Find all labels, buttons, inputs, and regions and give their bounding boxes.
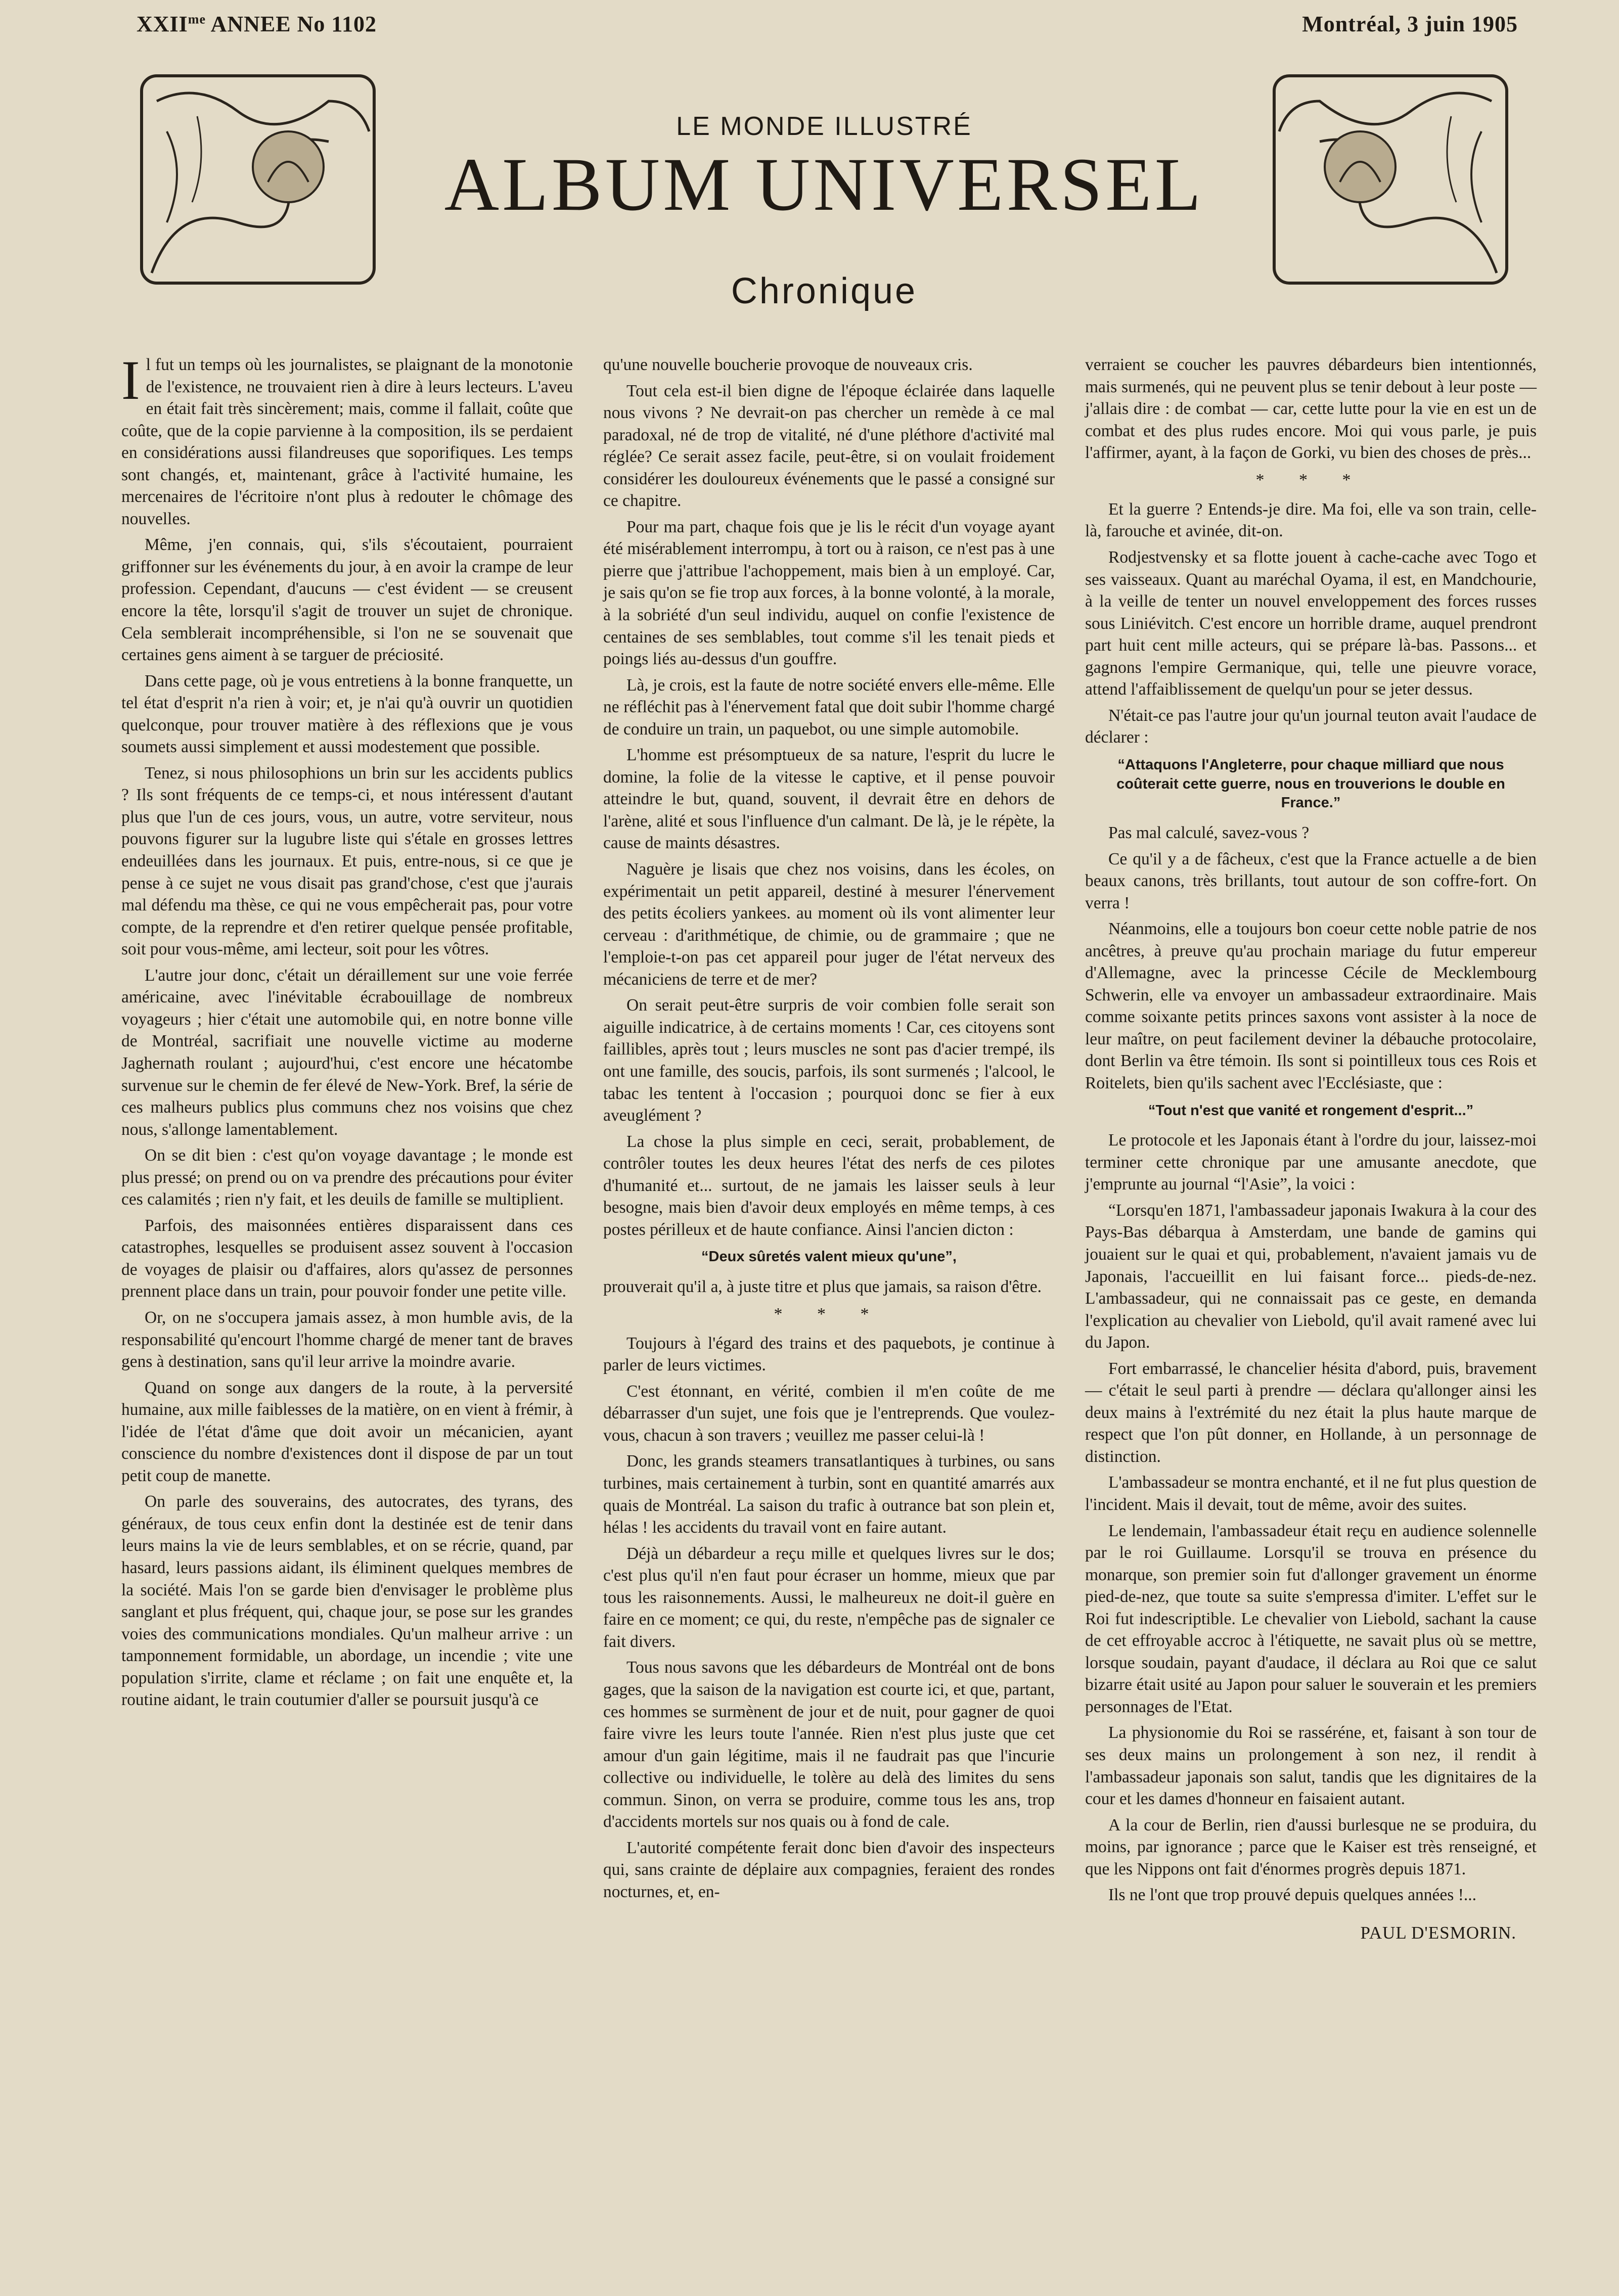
paragraph: L'ambassadeur se montra enchanté, et il ne fut plus question de l'incident. Mais il devait, tout de même, avoir des suites. [1085, 1473, 1537, 1514]
drop-cap: I [121, 349, 140, 411]
paragraph: Rodjestvensky et sa flotte jouent à cache-cache avec Togo et ses vaisseaux. Quant au maréchal Oyama, il est, en Mandchourie, à la veille de tenter un nouvel enveloppement des forces russes sous Liniévitch. C'est encore un horrible drame, auquel prendront part huit cent mille acteurs, qui se prépare là-bas. Passons... et gagnons l'empire Germanique, qui, telle une pieuvre vorace, attend l'affaiblissement de quelqu'un pour se jeter dessus. [1085, 548, 1537, 699]
paragraph: Pas mal calculé, savez-vous ? [1108, 823, 1310, 842]
running-header [137, 11, 1518, 37]
masthead-title: ALBUM UNIVERSEL [444, 143, 1204, 226]
paragraph: L'homme est présomptueux de sa nature, l'esprit du lucre le domine, la folie de la vitesse le captive, et il pense pouvoir atteindre le but, quand, souvent, il devrait être en dehors de l'arène, alité et sous l'influence d'un calmant. De là, je le répète, la cause de maints désastres. [603, 746, 1055, 853]
paragraph: Même, j'en connais, qui, s'ils s'écoutaient, pourraient griffonner sur les événements du jour, à en avoir la crampe de leur profession. Cependant, d'aucuns — c'est évident — se creusent encore la tête, lorsqu'il s'agit de trouver un sujet de chronique. Cela semblerait incompréhensible, si l'on ne se souvenait que certaines gens aiment à se targuer de préciosité. [121, 535, 573, 665]
paragraph: Tout cela est-il bien digne de l'époque éclairée dans laquelle nous vivons ? Ne devrait-on pas chercher un remède à ce mal paradoxal, né de trop de vitalité, né d'une pléthore d'activité mal réglée? Ce serait assez facile, peut-être, si on voulait froidement considérer les douloureux événements que le passé a consigné sur ce chapitre. [603, 381, 1055, 511]
paragraph: Parfois, des maisonnées entières disparaissent dans ces catastrophes, lesquelles se produisent assez souvent à l'occasion de voyages de plaisir ou d'affaires, alors qu'assez de personnes prennent place dans un train, pour pouvoir fonder une petite ville. [121, 1216, 573, 1301]
paragraph: Toujours à l'égard des trains et des paquebots, je continue à parler de leurs victimes. [603, 1334, 1055, 1375]
paragraph: Quand on songe aux dangers de la route, à la perversité humaine, aux mille faiblesses de la matière, on en vient à frémir, à l'idée de l'état d'âme que doit avoir un mécanicien, ayant conscience du nombre d'existences dont il dispose de par un tout petit coup de manette. [121, 1378, 573, 1485]
paragraph: Tenez, si nous philosophions un brin sur les accidents publics ? Ils sont fréquents de ce temps-ci, et nous intéressent d'autant plus que l'un de ces jours, vous, un autre, votre serviteur, nous pouvons figurer sur la lugubre liste qui s'étale en grosses lettres endeuillées dans les journaux. Et puis, entre-nous, si ce que je pense à ce sujet ne vous disait pas grand'chose, c'est que j'aurais mal défendu ma thèse, ce qui ne vous empêcherait pas, pour votre compte, de la reprendre et d'en retirer quelque pensée profitable, soit pour vous-même, ami lecteur, soit pour les vôtres. [121, 763, 573, 959]
paragraph: Déjà un débardeur a reçu mille et quelques livres sur le dos; c'est plus qu'il n'en faut pour écraser un homme, mieux que par tous les raisonnements. Aussi, le malheureux ne doit-il guère en faire en ce moment; ce qui, du reste, n'empêche pas de signaler ce fait divers. [603, 1544, 1055, 1651]
issue-number: $XXII^{me}$ ANNEE No 1102 [137, 12, 377, 36]
paragraph: C'est étonnant, en vérité, combien il m'en coûte de me débarrasser d'un sujet, une fois que je l'entreprends. Que voulez-vous, chacun à son travers ; veuillez me passer celui-là ! [603, 1382, 1055, 1445]
column-2 [603, 354, 1055, 1948]
section-divider: * * * [1255, 470, 1366, 489]
paragraph: La chose la plus simple en ceci, serait, probablement, de contrôler toutes les deux heures l'état des nerfs de ces pilotes d'humanité et... surtout, de ne jamais les laisser seuls à leur besogne, mais bien d'avoir deux employés en même temps, à ces postes périlleux et de haute confiance. Ainsi l'ancien dicton : [603, 1132, 1055, 1239]
paragraph: Il fut un temps où les journalistes, se plaignant de la monotonie de l'existence, ne trouvaient rien à dire à leurs lecteurs. L'aveu en était fait très sincèrement; mais, comme il fallait, coûte que coûte, que de la copie parvienne à la composition, ils se perdaient en considérations aussi filandreuses que soporifiques. Les temps sont changés, et, maintenant, grâce à l'activité humaine, les mercenaires de l'écritoire n'ont plus à redouter le chômage des nouvelles. [121, 349, 573, 528]
paragraph: Fort embarrassé, le chancelier hésita d'abord, puis, bravement — c'était le seul parti à prendre — déclara qu'allonger ainsi les deux mains à l'extrémité du nez était la plus haute marque de respect que l'on pût donner, en Hollande, à un personnage de distinction. [1085, 1359, 1537, 1466]
section-divider: * * * [774, 1304, 884, 1323]
paragraph: Donc, les grands steamers transatlantiques à turbines, ou sans turbines, mais certainement à turbin, sont en quantité amarrés aux quais de Montréal. La saison du trafic à outrance bat son plein et, hélas ! les accidents du travail vont en faire autant. [603, 1452, 1055, 1537]
place-date: Montréal, 3 juin 1905 [1302, 12, 1518, 36]
paragraph: prouverait qu'il a, à juste titre et plus que jamais, sa raison d'être. [603, 1277, 1042, 1297]
author-signature: PAUL D'ESMORIN. [1360, 1922, 1516, 1943]
paragraph: qu'une nouvelle boucherie provoque de nouveaux cris. [603, 355, 973, 374]
paragraph: On serait peut-être surpris de voir combien folle serait son aiguille indicatrice, à de certains moments ! Car, ces citoyens sont faillibles, après tout ; leurs muscles ne sont pas d'acier trempé, ils ont une famille, des soucis, parfois, ils sont surmenés ; l'alcool, le tabac les tentent à l'occasion ; pourquoi donc se fier à eux aveuglément ? [603, 996, 1055, 1125]
paragraph: L'autorité compétente ferait donc bien d'avoir des inspecteurs qui, sans crainte de déplaire aux compagnies, feraient des rondes nocturnes, et, en- [603, 1838, 1055, 1901]
masthead [137, 71, 1512, 311]
column-3 [1085, 354, 1537, 1948]
paragraph: La physionomie du Roi se rasséréne, et, faisant à son tour de ses deux mains un prolongement à son nez, il rendit à l'ambassadeur japonais son salut, tandis que les dignitaires de la cour et les dames d'honneur en faisaient autant. [1085, 1723, 1537, 1809]
pull-quote: “Attaquons l'Angleterre, pour chaque milliard que nous coûterait cette guerre, nous en trouverions le double en France.” [1116, 756, 1505, 811]
paragraph: “Lorsqu'en 1871, l'ambassadeur japonais Iwakura à la cour des Pays-Bas débarqua à Amsterdam, une bande de gamins qui jouaient sur le quai et qui, probablement, n'avaient jamais vu de Japonais, l'accueillit en lui faisant force... pieds-de-nez. L'ambassadeur, qui ne connaissait pas ce geste, en demanda l'explication au chevalier von Liebold, qu'il avait ramené avec lui du Japon. [1085, 1201, 1537, 1352]
pull-quote: “Tout n'est que vanité et rongement d'esprit...” [1148, 1102, 1474, 1119]
paragraph: Ils ne l'ont que trop prouvé depuis quelques années !... [1108, 1886, 1476, 1905]
pull-quote: “Deux sûretés valent mieux qu'une”, [701, 1249, 957, 1265]
paragraph: Ce qu'il y a de fâcheux, c'est que la France actuelle a de bien beaux canons, très brillants, tout autour de son coffre-fort. On verra ! [1085, 849, 1537, 912]
paragraph: On se dit bien : c'est qu'on voyage davantage ; le monde est plus pressé; on prend ou on va prendre des précautions pour éviter ces calamités ; rien n'y fait, et les deuils de famille se multiplient. [121, 1146, 573, 1209]
article-columns [121, 349, 1537, 1948]
paragraph: Néanmoins, elle a toujours bon coeur cette noble patrie de nos ancêtres, à preuve qu'au prochain mariage du futur empereur d'Allemagne, avec la princesse Cécile de Mecklembourg Schwerin, elle va envoyer un ambassadeur extraordinaire. Mais comme soixante petits princes saxons vont assister à la noce de leur maître, on peut facilement deviner la débauche protocolaire, dont Berlin va être témoin. Ils sont si pointilleux tous ces Rois et Roitelets, bien qu'ils sachent avec l'Ecclésiaste, que : [1085, 920, 1537, 1093]
paragraph: Là, je crois, est la faute de notre société envers elle-même. Elle ne réfléchit pas à l'énervement fatal que doit subir l'homme chargé de conduire un train, un paquebot, ou une simple automobile. [603, 675, 1055, 739]
paragraph: Or, on ne s'occupera jamais assez, à mon humble avis, de la responsabilité qu'encourt l'homme chargé de mener tant de braves gens à destination, sans qu'il leur arrive la moindre avarie. [121, 1308, 573, 1371]
column-1 [121, 349, 573, 1948]
paragraph: Et la guerre ? Entends-je dire. Ma foi, elle va son train, celle-là, farouche et avinée, dit-on. [1085, 499, 1537, 541]
paragraph: N'était-ce pas l'autre jour qu'un journal teuton avait l'audace de déclarer : [1085, 706, 1537, 747]
paragraph: verraient se coucher les pauvres débardeurs bien intentionnés, mais surmenés, qui ne peuvent plus se tenir debout à leur poste — j'allais dire : de combat — car, cette lutte pour la vie en est un de combat et des plus rudes encore. Moi qui vous parle, je puis l'affirmer, ayant, à la façon de Gorki, vu bien des choses de près... [1085, 355, 1537, 463]
masthead-kicker: LE MONDE ILLUSTRÉ [676, 112, 972, 141]
section-title: Chronique [731, 271, 918, 311]
paragraph: On parle des souverains, des autocrates, des tyrans, des généraux, de tous ceux enfin dont la destinée est de tenir dans leurs mains la vie de leurs semblables, et on se récrie, quand, par hasard, leurs passions aidant, ils éliminent quelques membres de la société. Mais l'on se garde bien d'envisager le problème plus sanglant et plus fréquent, qui, chaque jour, se pose sur les grandes voies des communications mondiales. Qu'un malheur arrive : un tamponnement formidable, un abordage, un incendie ; vite une population s'irrite, clame et réclame ; on fait une enquête et, la routine aidant, le train coutumier d'aller se poursuit jusqu'à ce [121, 1492, 573, 1710]
paragraph: A la cour de Berlin, rien d'aussi burlesque ne se produira, du moins, par ignorance ; parce que le Kaiser est très renseigné, et que les Nippons ont fait d'énormes progrès depuis 1871. [1085, 1815, 1537, 1878]
paragraph: Le lendemain, l'ambassadeur était reçu en audience solennelle par le roi Guillaume. Lorsqu'il se trouva en présence du monarque, son premier soin fut d'allonger gravement un énorme pied-de-nez, que toute sa suite s'empressa d'imiter. L'effet sur le Roi fut indescriptible. Le chevalier von Liebold, sachant la cause de cet effroyable accroc à l'étiquette, ne savait plus où se mettre, lorsque soudain, payant d'audace, il déclara au Roi que ce salut bizarre était usité au Japon pour saluer le souverain et les premiers personnages de l'Etat. [1085, 1521, 1537, 1716]
paragraph: Tous nous savons que les débardeurs de Montréal ont de bons gages, que la saison de la navigation est courte ici, et que, partant, ces hommes se surmènent de jour et de nuit, pour gagner de quoi faire vivre les leurs toute l'année. Rien n'est plus juste que cet amour d'un gain légitime, mais il ne faudrait pas que l'incurie collective ou individuelle, le tolère au delà des limites du sens commun. Sinon, on verra se produire, comme tous les ans, trop d'accidents mortels sur nos quais ou à fond de cale. [603, 1658, 1055, 1831]
paragraph: L'autre jour donc, c'était un déraillement sur une voie ferrée américaine, avec l'inévitable écrabouillage de nombreux voyageurs ; hier c'était une automobile qui, en notre bonne ville de Montréal, sacrifiait une nouvelle victime au moderne Jaghernath roulant ; aujourd'hui, c'est encore une hécatombe survenue sur le chemin de fer élevé de New-York. Bref, la série de ces malheurs publics plus communs chez nos voisins que chez nous, s'allonge lamentablement. [121, 966, 573, 1139]
paragraph: Naguère je lisais que chez nos voisins, dans les écoles, on expérimentait un petit appareil, destiné à mesurer l'énervement des petits écoliers yankees. au moment où ils vont alimenter leur cerveau : d'arithmétique, de chimie, ou de grammaire ; que ne l'emploie-t-on pas cet appareil pour juger de l'état nerveux des mécaniciens de terre et de mer? [603, 860, 1055, 989]
paragraph: Dans cette page, où je vous entretiens à la bonne franquette, un tel état d'esprit n'a rien à voir; et, je n'ai qu'à ouvrir un quotidien quelconque, pour trouver matière à des réflexions que je vous soumets aussi simplement et aussi modestement que possible. [121, 671, 573, 757]
paragraph: Pour ma part, chaque fois que je lis le récit d'un voyage ayant été misérablement interrompu, à tort ou à raison, ce n'est pas à une pierre que j'attribue l'achoppement, mais bien à un employé. Car, je sais qu'on se fie trop aux forces, à la bonne volonté, à la morale, à la sobriété d'un seul individu, auquel on confie l'existence de centaines de ses semblables, tout comme s'il les tenait pieds et poings liés au-dessus d'un gouffre. [603, 517, 1055, 669]
paragraph: Le protocole et les Japonais étant à l'ordre du jour, laissez-moi terminer cette chronique par une amusante anecdote, que j'emprunte au journal “l'Asie”, la voici : [1085, 1131, 1537, 1194]
